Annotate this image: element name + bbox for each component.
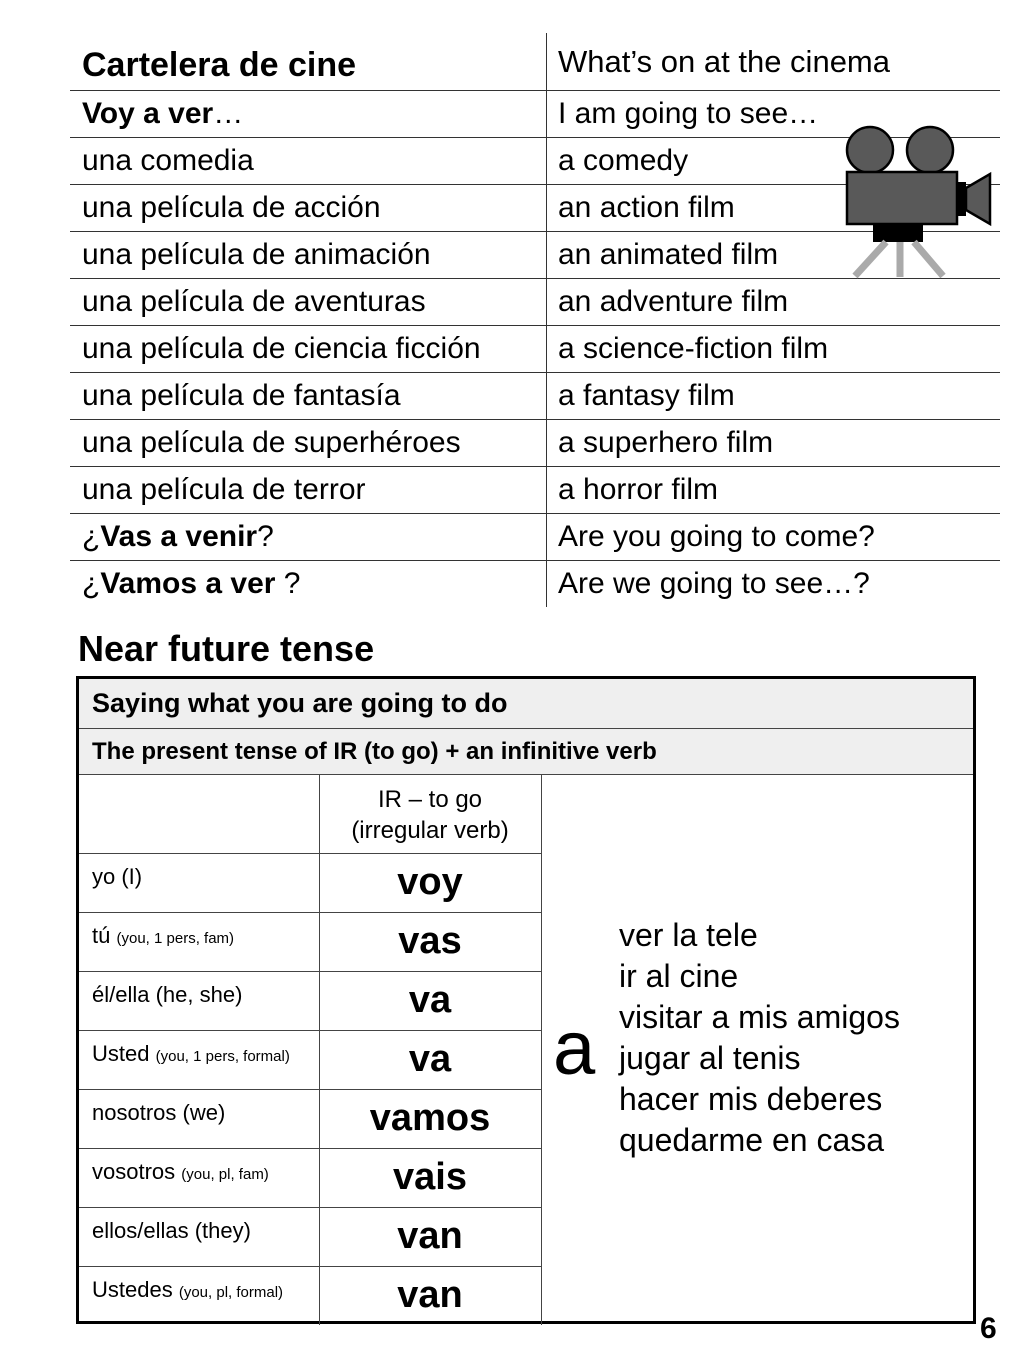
vocab-es: una película de fantasía [70,373,547,420]
vocab-en: an animated film [547,232,1001,279]
vocab-en: a fantasy film [547,373,1001,420]
pronoun-cell: él/ella (he, she) [79,971,319,1030]
infinitive-item: ir al cine [619,958,739,994]
vocab-es: una película de acción [70,185,547,232]
verb-header: IR – to go (irregular verb) [319,775,541,853]
vocab-row [70,326,1000,373]
infinitive-item: ver la tele [619,917,758,953]
vocab-es: una película de ciencia ficción [70,326,547,373]
pronoun-cell: Usted (you, 1 pers, formal) [79,1030,319,1089]
vocab-es: una película de animación [70,232,547,279]
vocab-row [70,420,1000,467]
grammar-subtitle: Saying what you are going to do [79,679,973,729]
page-number: 6 [980,1312,997,1345]
vocab-en: a horror film [547,467,1001,514]
infinitive-item: jugar al tenis [619,1040,801,1076]
verb-form: vais [319,1148,541,1207]
verb-form: va [319,1030,541,1089]
vocab-es: una comedia [70,138,547,185]
conjugation-row [79,853,541,912]
vocab-es: ¿Vas a venir? [70,514,547,561]
conjugation-row [79,1030,541,1089]
verb-form: va [319,971,541,1030]
vocab-es: ¿Vamos a ver ? [70,561,547,608]
vocab-header-row [70,33,1000,91]
vocab-en: I am going to see… [547,91,1001,138]
conjugation-row [79,1266,541,1325]
conjugation-row [79,912,541,971]
vocab-es: una película de terror [70,467,547,514]
verb-form: van [319,1266,541,1325]
vocab-header-es: Cartelera de cine [70,33,547,91]
infinitive-list [619,915,900,1161]
vocab-en: a comedy [547,138,1001,185]
empty-header-cell [79,775,319,853]
grammar-box [76,676,976,1324]
vocab-es: una película de superhéroes [70,420,547,467]
pronoun-cell: ellos/ellas (they) [79,1207,319,1266]
pronoun-cell: vosotros (you, pl, fam) [79,1148,319,1207]
infinitive-item: quedarme en casa [619,1122,885,1158]
vocab-row [70,561,1000,608]
pronoun-cell: Ustedes (you, pl, formal) [79,1266,319,1325]
vocab-row [70,373,1000,420]
vocab-row [70,467,1000,514]
vocab-en: Are we going to see…? [558,567,870,600]
vocab-header-en: What’s on at the cinema [547,33,1001,91]
vocab-en: an adventure film [547,279,1001,326]
conjugation-row [79,1148,541,1207]
movie-camera-icon [838,120,1000,280]
vocab-es: Voy a ver… [70,91,547,138]
verb-form: voy [319,853,541,912]
conjugation-row [79,1089,541,1148]
grammar-rule: The present tense of IR (to go) + an infinitive verb [79,729,973,775]
vocab-en: a superhero film [547,420,1001,467]
verb-form: vas [319,912,541,971]
vocab-en: a science-fiction film [547,326,1001,373]
vocab-en: an action film [547,185,1001,232]
conjugation-header-row [79,775,541,853]
section-title: Near future tense [78,628,375,669]
vocab-row [70,279,1000,326]
conjugation-row [79,1207,541,1266]
verb-form: vamos [319,1089,541,1148]
vocab-es: una película de aventuras [70,279,547,326]
infinitive-item: hacer mis deberes [619,1081,883,1117]
pronoun-cell: yo (I) [79,853,319,912]
verb-form: van [319,1207,541,1266]
vocab-en: Are you going to come? [547,514,1001,561]
preposition-a: a [553,1006,596,1091]
vocab-row [70,514,1000,561]
conjugation-row [79,971,541,1030]
infinitive-item: visitar a mis amigos [619,999,900,1035]
pronoun-cell: nosotros (we) [79,1089,319,1148]
pronoun-cell: tú (you, 1 pers, fam) [79,912,319,971]
conjugation-table [79,775,542,1325]
